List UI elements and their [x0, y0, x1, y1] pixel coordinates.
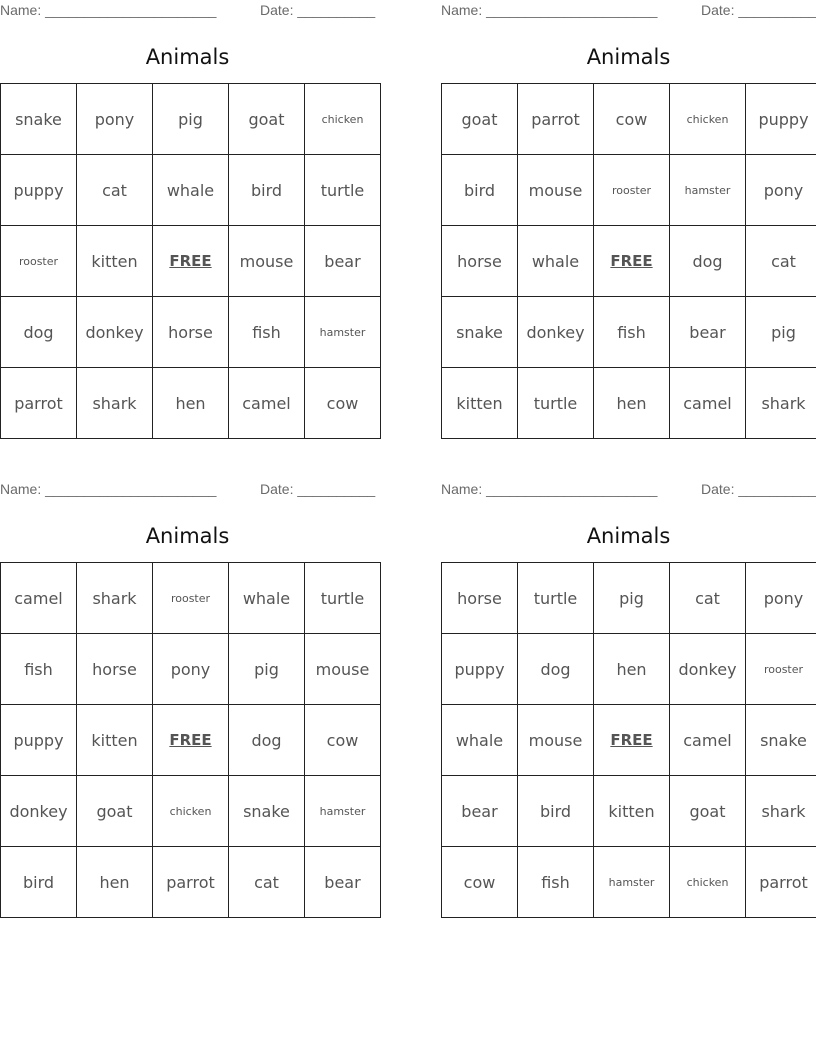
grid-cell: pig	[229, 634, 305, 705]
grid-cell: hamster	[305, 776, 381, 847]
grid-cell: goat	[670, 776, 746, 847]
grid-row	[442, 705, 816, 776]
grid-cell: chicken	[670, 847, 746, 918]
grid-cell: turtle	[518, 368, 594, 439]
grid-cell: goat	[442, 84, 518, 155]
grid-cell: rooster	[746, 634, 816, 705]
grid-cell: pony	[153, 634, 229, 705]
card-title: Animals	[586, 524, 671, 548]
grid-cell: hamster	[670, 155, 746, 226]
bingo-grid	[441, 83, 816, 439]
date-label: Date: __________	[701, 481, 816, 497]
free-space: FREE	[594, 705, 670, 776]
grid-cell: fish	[229, 297, 305, 368]
grid-cell: cat	[77, 155, 153, 226]
grid-cell: donkey	[77, 297, 153, 368]
bingo-card	[441, 479, 816, 892]
grid-row	[1, 368, 381, 439]
grid-row	[442, 776, 816, 847]
grid-cell: mouse	[518, 155, 594, 226]
grid-row	[442, 847, 816, 918]
grid-row	[442, 226, 816, 297]
grid-cell: kitten	[594, 776, 670, 847]
grid-cell: rooster	[594, 155, 670, 226]
date-label: Date: __________	[260, 2, 376, 18]
grid-cell: hen	[77, 847, 153, 918]
grid-cell: chicken	[153, 776, 229, 847]
grid-cell: shark	[746, 368, 816, 439]
grid-cell: rooster	[1, 226, 77, 297]
date-label: Date: __________	[701, 2, 816, 18]
grid-cell: dog	[229, 705, 305, 776]
grid-cell: puppy	[1, 705, 77, 776]
grid-cell: shark	[77, 563, 153, 634]
grid-cell: kitten	[77, 705, 153, 776]
grid-row	[442, 84, 816, 155]
grid-cell: mouse	[518, 705, 594, 776]
grid-cell: puppy	[442, 634, 518, 705]
free-space: FREE	[153, 226, 229, 297]
grid-row	[1, 226, 381, 297]
grid-cell: dog	[518, 634, 594, 705]
grid-cell: hen	[594, 368, 670, 439]
bingo-card	[0, 0, 376, 413]
grid-row	[1, 705, 381, 776]
bingo-card	[0, 479, 376, 892]
grid-row	[1, 634, 381, 705]
grid-cell: snake	[442, 297, 518, 368]
free-space: FREE	[153, 705, 229, 776]
grid-cell: camel	[1, 563, 77, 634]
grid-cell: turtle	[305, 563, 381, 634]
grid-cell: dog	[670, 226, 746, 297]
bingo-card	[441, 0, 816, 413]
name-date-line	[441, 479, 816, 501]
grid-cell: cat	[670, 563, 746, 634]
grid-cell: camel	[229, 368, 305, 439]
grid-cell: pig	[153, 84, 229, 155]
grid-cell: hamster	[305, 297, 381, 368]
grid-cell: snake	[746, 705, 816, 776]
grid-cell: mouse	[229, 226, 305, 297]
card-title: Animals	[586, 45, 671, 69]
grid-cell: goat	[77, 776, 153, 847]
grid-cell: cow	[594, 84, 670, 155]
grid-cell: bear	[670, 297, 746, 368]
grid-cell: dog	[1, 297, 77, 368]
grid-row	[1, 776, 381, 847]
name-label: Name: ______________________	[441, 2, 658, 18]
grid-cell: goat	[229, 84, 305, 155]
grid-cell: cow	[305, 368, 381, 439]
grid-cell: pig	[746, 297, 816, 368]
bingo-grid	[0, 562, 381, 918]
grid-cell: whale	[153, 155, 229, 226]
grid-cell: donkey	[670, 634, 746, 705]
grid-cell: parrot	[746, 847, 816, 918]
grid-cell: pony	[746, 563, 816, 634]
grid-cell: hamster	[594, 847, 670, 918]
grid-cell: parrot	[518, 84, 594, 155]
grid-cell: horse	[77, 634, 153, 705]
grid-row	[442, 368, 816, 439]
grid-cell: kitten	[442, 368, 518, 439]
grid-cell: turtle	[305, 155, 381, 226]
date-label: Date: __________	[260, 481, 376, 497]
name-date-line	[0, 0, 375, 22]
grid-row	[1, 847, 381, 918]
grid-row	[442, 297, 816, 368]
grid-cell: turtle	[518, 563, 594, 634]
grid-cell: parrot	[153, 847, 229, 918]
grid-row	[1, 563, 381, 634]
name-label: Name: ______________________	[441, 481, 658, 497]
grid-cell: horse	[442, 226, 518, 297]
card-title: Animals	[145, 45, 230, 69]
grid-cell: bird	[518, 776, 594, 847]
grid-cell: kitten	[77, 226, 153, 297]
grid-cell: bird	[442, 155, 518, 226]
grid-cell: fish	[518, 847, 594, 918]
grid-cell: fish	[1, 634, 77, 705]
grid-cell: chicken	[305, 84, 381, 155]
bingo-grid	[0, 83, 381, 439]
grid-cell: parrot	[1, 368, 77, 439]
grid-row	[1, 297, 381, 368]
grid-cell: horse	[442, 563, 518, 634]
grid-cell: camel	[670, 368, 746, 439]
grid-cell: rooster	[153, 563, 229, 634]
grid-row	[442, 563, 816, 634]
grid-cell: shark	[77, 368, 153, 439]
grid-cell: fish	[594, 297, 670, 368]
bingo-grid	[441, 562, 816, 918]
grid-cell: bear	[305, 226, 381, 297]
grid-row	[1, 84, 381, 155]
grid-cell: donkey	[518, 297, 594, 368]
grid-cell: bird	[229, 155, 305, 226]
grid-cell: puppy	[746, 84, 816, 155]
name-date-line	[441, 0, 816, 22]
grid-row	[442, 155, 816, 226]
grid-cell: mouse	[305, 634, 381, 705]
grid-cell: whale	[442, 705, 518, 776]
grid-cell: puppy	[1, 155, 77, 226]
grid-row	[1, 155, 381, 226]
grid-cell: snake	[229, 776, 305, 847]
grid-cell: whale	[518, 226, 594, 297]
name-label: Name: ______________________	[0, 2, 217, 18]
grid-cell: camel	[670, 705, 746, 776]
grid-cell: cat	[229, 847, 305, 918]
grid-row	[442, 634, 816, 705]
grid-cell: pony	[77, 84, 153, 155]
grid-cell: bear	[442, 776, 518, 847]
grid-cell: whale	[229, 563, 305, 634]
name-date-line	[0, 479, 375, 501]
grid-cell: cow	[442, 847, 518, 918]
grid-cell: donkey	[1, 776, 77, 847]
card-title: Animals	[145, 524, 230, 548]
grid-cell: bear	[305, 847, 381, 918]
grid-cell: horse	[153, 297, 229, 368]
grid-cell: hen	[594, 634, 670, 705]
name-label: Name: ______________________	[0, 481, 217, 497]
grid-cell: hen	[153, 368, 229, 439]
grid-cell: shark	[746, 776, 816, 847]
grid-cell: cow	[305, 705, 381, 776]
grid-cell: snake	[1, 84, 77, 155]
grid-cell: bird	[1, 847, 77, 918]
free-space: FREE	[594, 226, 670, 297]
grid-cell: cat	[746, 226, 816, 297]
grid-cell: pony	[746, 155, 816, 226]
grid-cell: pig	[594, 563, 670, 634]
grid-cell: chicken	[670, 84, 746, 155]
